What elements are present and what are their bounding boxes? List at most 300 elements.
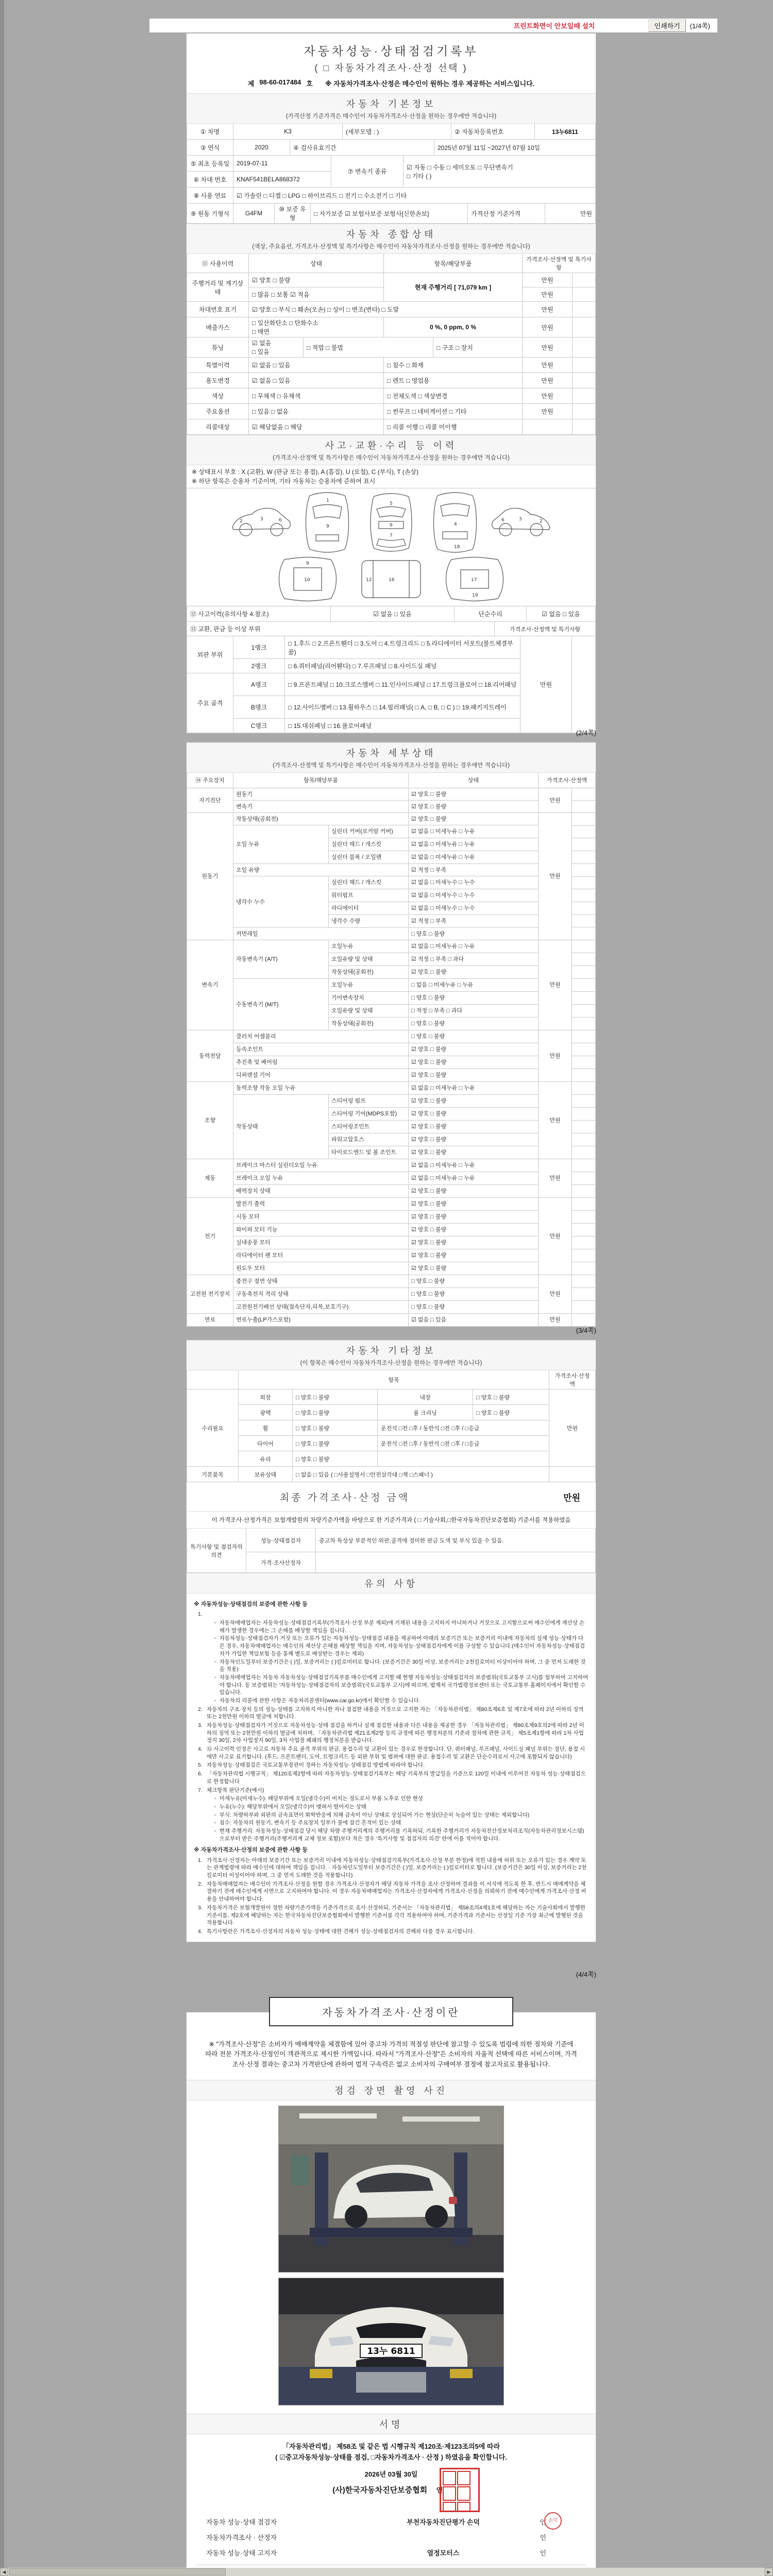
blank-cell [572,915,596,928]
label-year: ③ 연식 [187,140,233,156]
item-cell: 실린더 커버(로커암 커버) [329,825,409,838]
sign-row-appraiser [196,2530,586,2545]
car-front-diagram [300,492,354,553]
group-engine: 원동기 [187,813,233,940]
value-valid-period: 2025년 07월 11일 ~2027년 07월 10일 [434,140,596,156]
repair-wheel-label: 휠 [239,1420,293,1436]
option-cell: ☑ 양호 □ 불량 [409,1185,539,1198]
item-cell: 작동상태(공회전) [329,1018,409,1030]
org-seal-char: 인 [436,2486,443,2494]
price-cell: 만원 [539,1198,572,1275]
detail-state-table [187,773,596,1327]
caution-bullet: ▫ 자동차인도일부터 보증기간은 ( )일, 보증거리는 ( )킬로미터로 합니다. (보증기간은 30일 이상, 보증거리는 2천킬로미터 이상이어야 하며, 그 중 먼저 도래한 것을 적용) [214,1658,589,1673]
repair-glass-label: 유리 [239,1451,293,1467]
document-subtitle: ( □ 자동차가격조사·산정 선택 ) [314,63,468,73]
section-sign-title: 서명 [379,2419,404,2430]
left-page-edge [0,0,4,2576]
sign-statement-line2: ( ☑중고자동차성능·상태를 점검, □자동차가격조사 · 산정 ) 하였음을 확인합니다. [275,2453,507,2461]
horizontal-scrollbar[interactable] [0,2568,773,2576]
item-cell: 기어변속장치 [329,992,409,1005]
gas-options [249,317,384,337]
blank-cell [572,1172,596,1185]
item-cell: 오일누유 [329,940,409,953]
price-cell: 만원 [523,388,573,404]
row-recall-label: 리콜대상 [187,419,249,435]
section-basic-title: 자동차 기본정보 [346,99,436,109]
label-valid-period: ④ 검사유효기간 [290,140,434,156]
blank-cell [572,1249,596,1262]
option-cell: ☑ 없음 □ 미세누유 □ 누유 [409,1172,539,1185]
price-cell: 만원 [523,317,573,337]
group-powertrain: 동력전달 [187,1030,233,1082]
report-page-3 [186,1340,596,1942]
option-cell: □ 양호 □ 불량 [293,1420,378,1436]
value-year: 2020 [233,140,290,156]
row-tuning-label: 튜닝 [187,337,249,358]
item-cell: 변속기 [233,801,409,813]
svg-text:7: 7 [390,533,393,538]
option-cell: □ 양호 □ 불량 [409,1018,539,1030]
blank-cell [572,801,596,813]
item-cell: 실내송풍 모터 [233,1236,409,1249]
blank-cell [573,373,596,388]
item-cell: 스티어링 기어(MDPS포함) [329,1108,409,1121]
print-toolbar [149,19,717,32]
label-reg-no: ② 자동차등록번호 [451,124,535,140]
caution-bullet: ▫ 미세누유(미세누수): 해당부위에 오일(냉각수)이 비치는 정도로서 부품 노후로 인한 현상 [214,1795,589,1803]
other-info-table [187,1370,596,1482]
usagechange-options: ☑ 없음 □ 있음 [249,373,384,388]
blank-cell [549,1467,596,1482]
cautions-text [187,1594,596,1942]
option-cell: ☑ 양호 □ 불량 [409,1121,539,1133]
svg-text:9: 9 [326,524,329,529]
option-cell: □ 양호 □ 불량 [409,1288,539,1301]
option-cell: □ 양호 □ 불량 [473,1389,549,1405]
caution-bullet: ▫ 누유(누수): 해당부위에서 오일(냉각수)이 맺혀서 떨어지는 상태 [214,1803,589,1811]
sign-row-value: 열정모터스 [427,2549,460,2557]
section-accident-note: (가격조사·산정액 및 특기사항은 매수인이 자동차가격조사·산정을 원하는 경우에만 적습니다) [273,455,510,461]
item-cell: 추진축 및 베어링 [233,1056,409,1069]
price-cell: 만원 [520,636,572,733]
col-item: 항목 [239,1370,549,1389]
section-detail-note: (가격조사·산정액 및 특기사항은 매수인이 자동차가격조사·산정을 원하는 경우에만 적습니다) [273,762,510,769]
section-detail-header [187,742,596,773]
option-cell: ☑ 양호 □ 불량 [409,1095,539,1108]
price-cell: 만원 [539,1314,572,1327]
label-base-price: 가격산정 기준가격 [468,204,545,224]
car-side-left-diagram [228,498,294,547]
sign-row-inspector [196,2514,586,2530]
blank-cell [523,419,573,435]
caution-item: 2. 자동차매매업자는 매수인이 가격조사·산정을 원할 경우 가격조사·산정자가 해당 자동차 가격을 조사·산정하여 결과를 이 서식에 적도록 한 후, 반드시 매매계약을 체결하기 전에 매수인에게 서면으로 고지하여야 합니다. 이 경우 자동차매매업자는 가격조사·산정자에게 가격조사·산정을 의뢰하기 전에 매수인에게 가격조사·산정 비용을 안내하여야 합니다. [198,1880,586,1903]
rankA-label: A랭크 [233,673,285,696]
blank-cell [572,838,596,851]
blank-cell [573,287,596,302]
underbody-rear-diagram [436,555,513,603]
report-page-1 [186,33,596,734]
blank-cell [572,1146,596,1159]
item-cell: 동력조향 작동 오일 누유 [233,1082,409,1095]
item-number: 1. [198,1611,203,1618]
group-electrical: 전기 [187,1198,233,1275]
item-cell: 실린더 블록 / 오일팬 [329,851,409,864]
option-cell: □ 양호 □ 불량 [409,992,539,1005]
section-basic-header [187,93,596,124]
caution-bullet: ▫ 자동차의 리콜에 관한 사항은 자동차리콜센터(www.car.go.kr)에서 확인할 수 있습니다. [214,1697,589,1705]
report-page-2 [186,742,596,1327]
scroll-left-arrow[interactable]: ◀ [0,2568,8,2576]
item-cell: 등속조인트 [233,1043,409,1056]
option-cell: □ 적정 □ 부족 □ 과다 [409,1005,539,1018]
outer-panel-label: 외판 부위 [187,636,233,673]
svg-text:6: 6 [279,518,282,523]
sign-statement-line1: 「자동차관리법」 제58조 및 같은 법 시행규칙 제120조·제123조의5에 따라 [282,2443,500,2451]
svg-text:16: 16 [389,578,395,583]
option-cell: ☑ 없음 □ 있음 [409,1314,539,1327]
option-cell: ☑ 없음 □ 미세누유 □ 누유 [409,1159,539,1172]
svg-text:9: 9 [306,561,309,566]
subgroup-steering-state: 작동상태 [233,1095,329,1159]
blank-cell [187,1370,239,1389]
blank-cell [572,966,596,979]
document-number: 98-60-017484 [259,78,301,86]
section-accident-title: 사고·교환·수리 등 이력 [325,440,458,451]
blank-cell [572,1095,596,1108]
item-cell: 고전원전기배선 상태(접속단자,피복,보호기구) [233,1301,409,1314]
value-reg-no: 13누6811 [535,124,596,140]
item-cell: 파워고압호스 [329,1133,409,1146]
caution-item: 4. ⑫ 사고이력 인정은 사고로 자동차 주요 골격 부위의 판금, 용접수리 및 교환이 있는 경우로 한정합니다. 단, 쿼터패널, 루프패널, 사이드실 패널 부위는 절단, 용접 시에만 사고로 표기합니다. (후드, 프론트펜더, 도어, 트렁크리드 등 외판 부위 및 범퍼에 대한 판금, 용접수리 및 교환은 단순수리로서 사고에 포함되지 않습니다) [198,1746,585,1760]
price-cell: 만원 [523,373,573,388]
subgroup-oil-leak: 오일 누유 [233,825,329,864]
section-other-note: (이 항목은 매수인이 자동차가격조사·산정을 원하는 경우에만 적습니다) [300,1360,482,1366]
svg-text:18: 18 [454,545,460,550]
option-cell: ☑ 없음 □ 미세누유 □ 누유 [409,838,539,851]
col-price: 가격조사·산정액 및 특기사항 [523,254,596,273]
car-top-diagram [360,492,422,553]
value-fuel-options: ☑ 가솔린 □ 디젤 □ LPG □ 하이브리드 □ 전기 □ 수소전기 □ 기타 [233,188,596,204]
item-cell: 작동상태(공회전) [329,966,409,979]
row-usagechange-label: 용도변경 [187,373,249,388]
rankB-items: □ 12.사이드멤버 □ 13.휠하우스 □ 14.필러패널( □ A, □ B, □ C ) □ 19.패키지트레이 [285,696,520,719]
sign-row-notifier [196,2545,586,2561]
underbody-front-diagram [269,555,346,603]
blank-cell [572,1133,596,1146]
gas-value: 0 %, 0 ppm, 0 % [384,317,523,337]
option-cell: ☑ 없음 □ 미세누유 □ 누유 [409,940,539,953]
group-brake: 제동 [187,1159,233,1198]
item-cell: 배력장치 상태 [233,1185,409,1198]
rankC-label: C랭크 [233,719,285,733]
final-price-row [187,1482,596,1512]
option-cell: ☑ 적정 □ 부족 [409,864,539,876]
blank-cell [572,1121,596,1133]
section-cautions-header [187,1573,596,1594]
page-indicator-2: (2/4쪽) [576,729,596,737]
blank-cell [572,1301,596,1314]
subgroup-at: 자동변속기 (A/T) [233,940,329,979]
blank-cell [572,877,596,890]
price-cell: 만원 [539,813,572,940]
inspector-remark-label: 성능·상태점검자 [246,1529,316,1552]
blank-cell [572,1082,596,1095]
item-cell: 커먼레일 [233,928,409,940]
blank-cell [572,851,596,864]
svg-text:1: 1 [326,498,329,503]
group-basic-items: 기본품목 [187,1467,239,1482]
blank-cell [378,1451,549,1467]
row-vinmark-label: 차대번호 표기 [187,302,249,317]
blank-cell [572,1056,596,1069]
caution-item: 1. 가격조사·산정자는 아래의 보증기간 또는 보증거리 이내에 자동차성능·상태점검기록부(가격조사·산정 부분 한정)에 적힌 내용에 허위 또는 오류가 있는 경우 계약 또는 관계법령에 따라 매수인에 대하여 책임을 집니다. · 자동차인도일부터 보증기간은 ( )일, 보증거리는 ( )킬로미터로 합니다. (보증기간은 30일 이상, 보증거리는 2천킬로미터 이상이어야 하며, 그 중 먼저 도래한 것을 적용합니다) [198,1857,587,1879]
blank-cell [572,864,596,877]
col-device: ⑭ 주요장치 [187,773,233,788]
blank-cell [572,636,596,733]
rank1-items: □ 1.후드 □ 2.프론트휀더 □ 3.도어 □ 4.트렁크리드 □ 5.라디에이터 서포트(볼트체결부품) [285,636,520,659]
section-other-title: 자동차 기타정보 [346,1346,436,1356]
price-cell: 만원 [523,302,573,317]
value-car-name: K3 [233,124,343,140]
cautions-block2-title: ※ 자동차가격조사·산정의 보증에 관한 사항 등 [194,1847,308,1854]
section-photos-header [187,2080,596,2100]
price-cell: 만원 [523,358,573,373]
service-note: ※ 자동차가격조사·산정은 매수인이 원하는 경우 제공하는 서비스입니다. [325,80,535,88]
blank-cell [572,1185,596,1198]
option-cell: ☑ 없음 □ 미세누수 □ 누수 [409,902,539,915]
col-item: 항목/해당부품 [233,773,409,788]
svg-text:12: 12 [366,578,372,583]
option-cell: ☑ 적정 □ 부족 [409,915,539,928]
option-cell: ☑ 양호 □ 불량 [409,1211,539,1224]
option-cell: □ 양호 □ 불량 [293,1389,378,1405]
item-cell: 발전기 출력 [233,1198,409,1211]
option-cell: □ 양호 □ 불량 [473,1405,549,1420]
price-basis-note: 이 가격조사·산정가격은 보험개발원의 차량기준가액을 바탕으로 한 기준가격과 ( □ 기술사회,□한국자동차진단보증협회) 기준서를 적용하였음 [187,1512,596,1529]
value-transmission-options [404,156,596,188]
section-photos-title: 점검 장면 촬영 사진 [334,2086,448,2096]
document-number-row [187,78,596,88]
section-cautions-title: 유의 사항 [364,1579,418,1589]
section-overall-note: (색상, 주요옵션, 가격조사·산정액 및 특기사항은 매수인이 자동차가격조사·산정을 원하는 경우에만 적습니다) [252,244,530,250]
blank-cell [573,302,596,317]
frame-label: 주요 골격 [187,673,233,733]
blank-cell [572,826,596,839]
scroll-right-arrow[interactable]: ▶ [765,2568,773,2576]
rank2-items: □ 6.쿼터패널(리어휀다) □ 7.루프패널 □ 8.사이드실 패널 [285,659,520,673]
cautions-block1-title: ※ 자동차성능·상태점검의 보증에 관한 사항 등 [194,1601,308,1607]
inspection-photo-front [278,2278,504,2405]
col-item: 항목/해당부품 [384,254,523,273]
value-submodel: (세부모델 : ) [343,124,451,140]
item-cell: 오일누유 [329,979,409,992]
transmission-options-line1: ☑ 자동 □ 수동 □ 세미오토 □ 무단변속기 [407,163,513,171]
value-warranty-options: □ 자가보증 ☑ 보험사보증 보험사[신한손보] [311,204,468,224]
price-cell: 만원 [539,1159,572,1198]
option-cell: ☑ 없음 □ 미세누유 □ 누유 [409,851,539,864]
sign-row-label: 자동차 성능·상태 점검자 [206,2518,277,2527]
caution-item: 4. 특기사항란은 가격조사·산정자의 자동차 성능·상태에 대한 견해가 성능·상태점검자의 견해와 다를 경우 표시합니다. [198,1928,475,1935]
value-base-price-unit: 만원 [545,204,596,224]
caution-item: 2. 자동차의 구조·장치 등의 성능·상태를 고지하지 아니한 자나 점검한 내용을 거짓으로 고지한 자는 「자동차관리법」 제80조제6호 및 제7호에 따라 2년 이하의 징역 또는 2천만원 이하의 벌금에 처합니다. [198,1706,584,1720]
svg-text:6: 6 [501,518,505,523]
item-cell: 브레이크 마스터 실린더오일 누유 [233,1159,409,1172]
section-overall-title: 자동차 종합상태 [346,229,436,240]
caution-bullet: ▫ 침수: 자동차의 원동기, 변속기 등 주요장치 일부가 물에 잠긴 흔적이 있는 상태 [214,1819,589,1827]
blank-cell [572,1005,596,1018]
blank-cell [572,1288,596,1301]
blank-cell [572,1198,596,1211]
svg-text:9: 9 [390,523,393,528]
svg-text:3: 3 [260,517,263,522]
tuning-none-has [249,337,304,358]
document-title: 자동차성능·상태점검기록부 [304,44,479,58]
blank-cell [572,1043,596,1056]
hold-state-options: □ 없음 □ 있음 ( □사용설명서 □안전삼각대 □잭 □스패너 ) [293,1467,549,1482]
price-cell: 만원 [523,287,573,302]
mileage-options-1: ☑ 양호 □ 불량 [249,273,384,287]
repair-interior-label: 내장 [378,1389,473,1405]
item-cell: 타이로드엔드 및 볼 조인트 [329,1146,409,1159]
rankA-items: □ 9.프론트패널 □ 10.크로스멤버 □ 11.인사이드패널 □ 17.트렁크플로어 □ 18.리어패널 [285,673,520,696]
label-warranty: ⑩ 보증 유형 [275,204,311,224]
section-detail-title: 자동차 세부상태 [346,748,436,758]
blank-cell [572,889,596,902]
blank-cell [572,1159,596,1172]
legend-line2: ※ 하단 항목은 승용차 기준이며, 기타 자동차는 승용차에 준하여 표시 [192,478,376,485]
subgroup-coolant-leak: 냉각수 누수 [233,876,329,928]
price-cell: 만원 [539,1030,572,1082]
final-price-label: 최종 가격조사·산정 금액 [279,1492,410,1503]
sign-row-value: 부천자동차진단평가 손덕 [407,2518,480,2527]
blank-cell [573,317,596,337]
sign-organization: (사)한국자동차진단보증협회 [332,2485,428,2495]
tire-position-options: 운전석 □전 □후 / 동반석 □전 □후 / □응급 [378,1436,549,1451]
price-cell: 만원 [539,1275,572,1314]
blank-cell [572,979,596,992]
row-mileage-label: 주행거리 및 계기상태 [187,273,249,302]
item-cell: 오일유량 및 상태 [329,953,409,966]
tuning-none: ☑ 없음 [252,340,272,347]
blank-cell [573,337,596,358]
remarks-table [187,1529,596,1573]
group-repair-needed: 수리필요 [187,1389,239,1467]
caution-bullet: ▫ 현재 주행거리: 자동차성능·상태점검 당시 해당 차량 주행거리계의 주행거리를 기록하되, 기록한 주행거리가 자동차전산정보처리조직(자동차관리정보시스템)으로부터 받은 주행거리(주행거리계 교체 정보 포함)보다 적은 경우 '특기사항 및 점검자의 의견' 란에 이를 적어야 합니다. [214,1827,589,1842]
scrollbar-thumb[interactable] [9,2568,226,2575]
final-price-unit: 만원 [563,1493,580,1503]
blank-cell [572,1224,596,1236]
option-cell: ☑ 양호 □ 불량 [409,788,539,801]
blank-cell [572,1211,596,1224]
accident-history-table [187,606,596,733]
special-items: □ 침수 □ 화재 [384,358,523,373]
row-special-label: 특별이력 [187,358,249,373]
report-page-4 [186,2007,596,2576]
special-options: ☑ 없음 □ 있음 [249,358,384,373]
usagechange-items: □ 렌트 □ 영업용 [384,373,523,388]
repair-exterior-label: 외장 [239,1389,293,1405]
simple-repair-options: ☑ 없음 □ 있음 [527,606,596,622]
blank-cell [572,953,596,966]
section-sign-header [187,2414,596,2434]
blank-cell [573,358,596,373]
vinmark-options: ☑ 양호 □ 부식 □ 훼손(오손) □ 상이 □ 변조(변타) □ 도말 [249,302,523,317]
mileage-options-2: □ 많음 □ 보통 ☑ 적음 [249,287,384,302]
item-cell: 라디에이터 [329,902,409,915]
blank-cell [572,1236,596,1249]
option-cell: □ 양호 □ 불량 [293,1405,378,1420]
option-cell: ☑ 양호 □ 불량 [409,1056,539,1069]
gas-options-line2: □ 매연 [252,328,270,335]
sign-row-label: 자동차 성능·상태 고지자 [206,2549,277,2557]
label-car-name: ① 차명 [187,124,233,140]
sign-row-seal: 인 [540,2534,546,2542]
rank1-label: 1랭크 [233,636,285,659]
item-cell: 윈도우 모터 [233,1262,409,1275]
blank-cell [573,273,596,287]
label-transmission: ⑦ 변속기 종류 [331,156,404,188]
blank-cell [572,940,596,953]
svg-text:3: 3 [519,517,522,522]
appraisal-definition-text: ※ "가격조사·산정"은 소비자가 매매계약을 체결함에 있어 중고차 가격의 적절성 판단에 참고할 수 있도록 법령에 의한 절차와 기준에 따라 전문 가격조사·산정인이 객관적으로 제시한 가액입니다. 따라서 "가격조사·산정"은 소비자의 자율적 선택에 따른 서비스이며, 가격조사·산정 결과는 중고차 가격판단에 관하여 법적 구속력은 없고 소비자의 구매여부 결정에 참고자료로 활용됩니다. [205,2041,577,2068]
transmission-options-line2: □ 기타 ( ) [407,172,432,180]
inspection-photo-lift [278,2106,504,2273]
org-seal-wrap [429,2485,450,2496]
price-cell: 만원 [539,788,572,813]
basic-info-table [187,124,596,224]
print-install-notice[interactable]: 프린트화면이 안보일때 설치 [513,22,595,30]
accident-history-label: ⑫ 사고이력(유의사항 4.참조) [187,606,331,622]
legend-line1: ※ 상태표시 부호 : X (교환), W (판금 또는 용접), A (흠집), U (요철), C (부식), T (손상) [192,468,418,476]
state-code-legend [187,465,596,488]
value-engine-type: G4FM [233,204,275,224]
item-cell: 스티어링조인트 [329,1121,409,1133]
col-price: 가격조사·산정액 [549,1370,596,1389]
col-state: 상태 [249,254,384,273]
page-indicator-1: (1/4쪽) [690,22,710,30]
item-cell: 오일 유량 [233,864,409,876]
value-vin: KNAF541BELA868372 [233,172,331,188]
item-cell: 냉각수 수량 [329,915,409,928]
price-cell: 만원 [523,404,573,419]
item-cell: 작동상태(공회전) [233,813,409,825]
blank-cell [573,404,596,419]
group-steering: 조향 [187,1082,233,1159]
row-option-label: 주요옵션 [187,404,249,419]
svg-text:5: 5 [390,501,393,506]
blank-cell [572,902,596,915]
option-cell: ☑ 양호 □ 불량 [409,1108,539,1121]
blank-cell [572,1275,596,1288]
section-overall-header [187,224,596,254]
association-seal [440,2468,480,2512]
option-cell: ☑ 양호 □ 불량 [409,813,539,825]
option-cell: ☑ 양호 □ 불량 [409,1249,539,1262]
option-cell: ☑ 양호 □ 불량 [409,966,539,979]
sign-row-seal: 인 [540,2549,546,2557]
recall-items: □ 리콜 이행 □ 리콜 미이행 [384,419,523,435]
blank-cell [572,813,596,826]
option-cell: ☑ 양호 □ 불량 [409,1133,539,1146]
mileage-value: 현재 주행거리 [ 71,079 km ] [384,273,523,302]
underbody-mid-diagram [352,555,430,603]
blank-cell [572,788,596,801]
car-damage-diagrams [187,488,596,606]
print-button[interactable]: 인쇄하기 [648,19,685,32]
inspector-remark-text: 중고차 특성상 부분적인 외판,골격에 경미한 판금 도색 및 부식 있을 수 있음. [316,1529,596,1552]
row-gas-label: 배출가스 [187,317,249,337]
item-cell: 스티어링 펌프 [329,1095,409,1108]
